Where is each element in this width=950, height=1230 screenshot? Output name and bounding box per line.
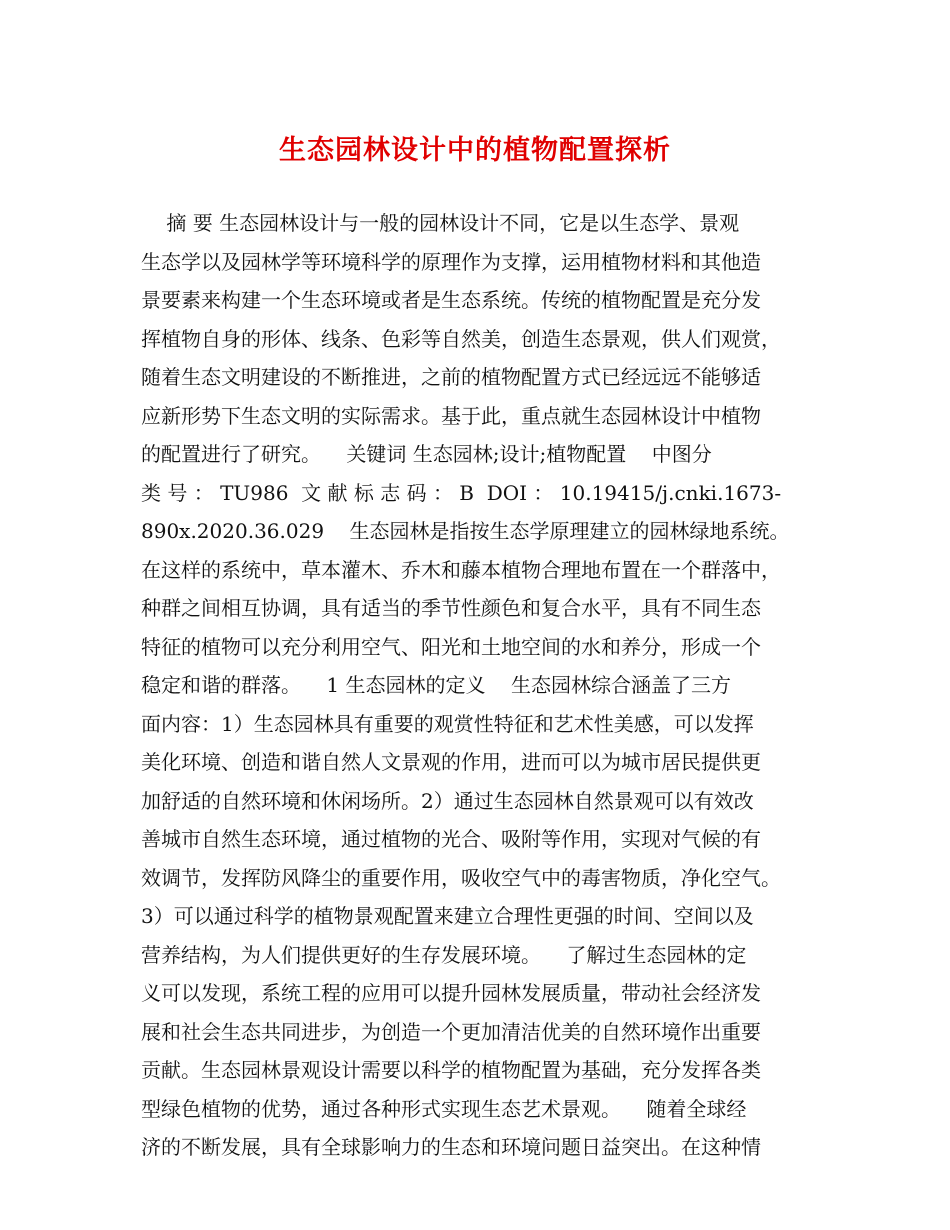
body-line: 摘 要 生态园林设计与一般的园林设计不同，它是以生态学、景观 bbox=[141, 211, 740, 235]
body-line: 善城市自然生态环境，通过植物的光合、吸附等作用，实现对气候的有 bbox=[141, 827, 761, 851]
document-body bbox=[141, 204, 821, 1167]
body-line: 景要素来构建一个生态环境或者是生态系统。传统的植物配置是充分发 bbox=[141, 288, 761, 312]
body-line: 义可以发现，系统工程的应用可以提升园林发展质量，带动社会经济发 bbox=[141, 981, 761, 1005]
body-line: 展和社会生态共同进步，为创造一个更加清洁优美的自然环境作出重要 bbox=[141, 1019, 761, 1044]
document-title: 生态园林设计中的植物配置探析 bbox=[279, 135, 671, 166]
body-line: 种群之间相互协调，具有适当的季节性颜色和复合水平，具有不同生态 bbox=[141, 596, 761, 620]
body-line: 型绿色植物的优势，通过各种形式实现生态艺术景观。 随着全球经 bbox=[141, 1096, 747, 1121]
body-line: 生态学以及园林学等环境科学的原理作为支撑，运用植物材料和其他造 bbox=[141, 249, 761, 274]
body-line: 随着生态文明建设的不断推进，之前的植物配置方式已经远远不能够适 bbox=[141, 365, 761, 389]
body-line: 效调节，发挥防风降尘的重要作用，吸收空气中的毒害物质，净化空气。 bbox=[141, 865, 781, 890]
body-line: 营养结构，为人们提供更好的生存发展环境。 了解过生态园林的定 bbox=[141, 942, 747, 967]
body-line: 特征的植物可以充分利用空气、阳光和土地空间的水和养分，形成一个 bbox=[141, 634, 761, 659]
body-line: 类 号 ： TU986 文 献 标 志 码 ： B DOI ： 10.19415/j.cnki.1673- bbox=[141, 480, 782, 505]
body-line: 稳定和谐的群落。 1 生态园林的定义 生态园林综合涵盖了三方 bbox=[141, 673, 731, 697]
body-line: 的配置进行了研究。 关键词 生态园林;设计;植物配置 中图分 bbox=[141, 442, 712, 466]
body-line: 美化环境、创造和谐自然人文景观的作用，进而可以为城市居民提供更 bbox=[141, 750, 761, 774]
body-line: 应新形势下生态文明的实际需求。基于此，重点就生态园林设计中植物 bbox=[141, 403, 761, 428]
body-line: 贡献。生态园林景观设计需要以科学的植物配置为基础，充分发挥各类 bbox=[141, 1058, 761, 1082]
body-line: 890x.2020.36.029 生态园林是指按生态学原理建立的园林绿地系统。 bbox=[141, 519, 790, 543]
body-line: 在这样的系统中，草本灌木、乔木和藤本植物合理地布置在一个群落中， bbox=[141, 557, 781, 582]
body-line: 加舒适的自然环境和休闲场所。2）通过生态园林自然景观可以有效改 bbox=[141, 788, 754, 813]
body-line: 面内容：1）生态园林具有重要的观赏性特征和艺术性美感，可以发挥 bbox=[141, 711, 754, 736]
body-line: 挥植物自身的形体、线条、色彩等自然美，创造生态景观，供人们观赏， bbox=[141, 326, 781, 351]
body-line: 3）可以通过科学的植物景观配置来建立合理性更强的时间、空间以及 bbox=[141, 904, 754, 928]
body-line: 济的不断发展，具有全球影响力的生态和环境问题日益突出。在这种情 bbox=[141, 1135, 761, 1159]
